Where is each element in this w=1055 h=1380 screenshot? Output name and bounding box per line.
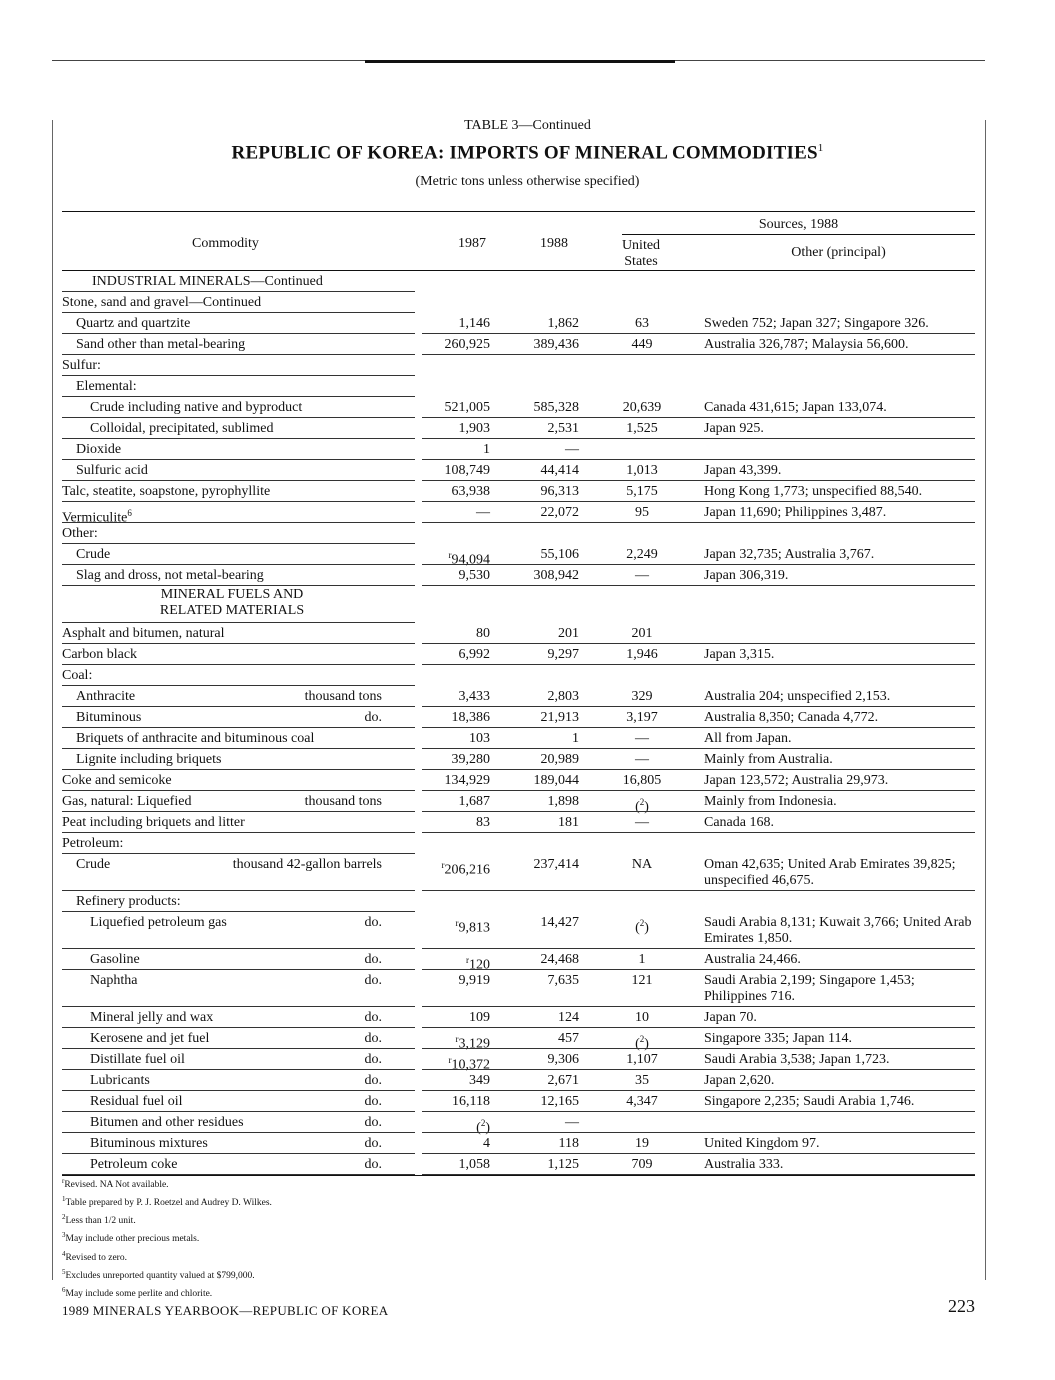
table-row	[62, 481, 975, 502]
commodity-name: Coal:	[62, 668, 93, 683]
value-1987: 1	[483, 442, 490, 457]
commodity-name: Lubricants	[90, 1073, 150, 1088]
footnote: $^5$Excludes unreported quantity valued at $799,000.	[62, 1267, 255, 1281]
value-other-sources: Australia 24,466.	[704, 952, 801, 967]
revised-marker: r	[448, 550, 452, 560]
footnote: $^2$Less than 1/2 unit.	[62, 1213, 136, 1227]
table-row	[62, 1091, 975, 1112]
imports-table	[62, 211, 975, 1176]
value-united-states: —	[635, 568, 649, 583]
table-row	[62, 376, 975, 397]
table-number: TABLE 3—Continued	[464, 118, 591, 133]
commodity-name: Sand other than metal-bearing	[76, 337, 246, 352]
value-united-states: 1,525	[626, 421, 658, 436]
value-united-states: 2,249	[626, 547, 658, 562]
value-united-states: 5,175	[626, 484, 658, 499]
row-rule	[704, 1174, 975, 1175]
commodity-name: Briquets of anthracite and bituminous coal	[76, 731, 315, 746]
col-header-sources: Sources, 1988	[758, 217, 839, 232]
page-number: 223	[948, 1296, 975, 1316]
value-1988: 96,313	[540, 484, 579, 499]
footnote-marker: 3	[62, 1231, 66, 1240]
value-1988: 24,468	[540, 952, 579, 967]
value-1987: ($^2$)	[476, 1118, 490, 1136]
unit-label: do.	[364, 952, 382, 967]
footnote: $^r$Revised. NA Not available.	[62, 1177, 169, 1191]
value-1988: 389,436	[533, 337, 579, 352]
commodity-name: Kerosene and jet fuel	[90, 1031, 210, 1046]
revised-marker: r	[455, 918, 459, 928]
footnote-ref: 6	[127, 508, 132, 518]
value-1988: 22,072	[540, 505, 579, 520]
table-subtitle: (Metric tons unless otherwise specified)	[415, 174, 640, 189]
unit-label: thousand 42-gallon barrels	[232, 857, 382, 872]
revised-marker: r	[466, 955, 469, 965]
revised-marker: r	[441, 860, 445, 870]
table-row	[62, 439, 975, 460]
table-row	[62, 665, 975, 686]
footnote-ref: 2	[639, 1034, 645, 1044]
commodity-name: Slag and dross, not metal-bearing	[76, 568, 264, 583]
value-united-states: 16,805	[622, 773, 662, 788]
value-other-sources: Canada 431,615; Japan 133,074.	[704, 400, 887, 415]
unit-label: do.	[364, 1031, 382, 1046]
value-other-sources: Japan 3,315.	[704, 647, 775, 662]
value-united-states: —	[635, 752, 649, 767]
commodity-name: Refinery products:	[76, 894, 181, 909]
table-row	[62, 502, 975, 526]
value-1988: 7,635	[547, 973, 579, 988]
value-1988: 2,803	[547, 689, 579, 704]
value-united-states: ($^2$)	[635, 918, 649, 936]
commodity-name: Gas, natural: Liquefied	[62, 794, 192, 809]
commodity-name: Petroleum coke	[90, 1157, 178, 1172]
table-row	[62, 565, 975, 586]
unit-label: do.	[364, 1010, 382, 1025]
value-1987: 260,925	[444, 337, 490, 352]
commodity-name: Crude	[76, 547, 111, 562]
value-1987: 39,280	[451, 752, 490, 767]
commodity-name: Lignite including briquets	[76, 752, 222, 767]
value-1987: 63,938	[451, 484, 490, 499]
value-1987: $^r$206,216	[441, 860, 490, 878]
value-other-sources: Hong Kong 1,773; unspecified 88,540.	[704, 484, 923, 499]
value-other-sources: Singapore 335; Japan 114.	[704, 1031, 853, 1046]
commodity-name: Bituminous mixtures	[90, 1136, 208, 1151]
value-other-sources: Australia 8,350; Canada 4,772.	[704, 710, 879, 725]
commodity-name: Sulfuric acid	[76, 463, 148, 478]
value-other-sources: Japan 11,690; Philippines 3,487.	[704, 505, 887, 520]
table-row	[62, 833, 975, 854]
value-1987: 109	[469, 1010, 490, 1025]
left-margin-rule	[52, 120, 53, 1280]
value-united-states: 35	[635, 1073, 649, 1088]
value-1987: 4	[483, 1136, 490, 1151]
value-united-states: 1,107	[626, 1052, 658, 1067]
value-1988: 1	[572, 731, 579, 746]
value-1987: $^r$9,813	[455, 918, 490, 936]
value-other-sources: Canada 168.	[704, 815, 774, 830]
value-1987: 103	[469, 731, 490, 746]
commodity-name: Other:	[62, 526, 98, 541]
value-1988: 21,913	[540, 710, 579, 725]
unit-label: thousand tons	[304, 794, 382, 809]
table-row	[62, 707, 975, 728]
value-1988: 44,414	[540, 463, 579, 478]
value-united-states: 201	[631, 626, 653, 641]
value-1987: 9,919	[458, 973, 490, 988]
value-1987: 16,118	[452, 1094, 490, 1109]
value-united-states: 121	[631, 973, 653, 988]
col-header-1988: 1988	[540, 236, 568, 251]
value-other-sources: Australia 333.	[704, 1157, 784, 1172]
value-1988: 1,125	[547, 1157, 579, 1172]
commodity-name: Peat including briquets and litter	[62, 815, 245, 830]
value-1987: 1,058	[458, 1157, 490, 1172]
table-row	[62, 749, 975, 770]
value-1988: 20,989	[540, 752, 579, 767]
commodity-name: Petroleum:	[62, 836, 124, 851]
value-other-sources: All from Japan.	[704, 731, 792, 746]
value-united-states: ($^2$)	[635, 797, 649, 815]
table-row	[62, 523, 975, 544]
unit-label: do.	[364, 710, 382, 725]
table-row	[62, 1049, 975, 1073]
table-row	[62, 460, 975, 481]
value-1988: 201	[558, 626, 579, 641]
value-united-states: 1,946	[626, 647, 658, 662]
commodity-name: Vermiculite$^6$	[62, 508, 132, 526]
value-other-sources: Japan 306,319.	[704, 568, 789, 583]
value-other-sources: United Kingdom 97.	[704, 1136, 820, 1151]
value-1987: $^r$3,129	[455, 1034, 490, 1052]
commodity-name: Residual fuel oil	[90, 1094, 183, 1109]
table-row	[62, 1112, 975, 1136]
value-1988: 9,306	[547, 1052, 579, 1067]
value-other-sources: Japan 70.	[704, 1010, 757, 1025]
commodity-name: Stone, sand and gravel—Continued	[62, 295, 262, 310]
value-united-states: 709	[631, 1157, 653, 1172]
value-1987: 108,749	[444, 463, 490, 478]
footnote-marker: r	[62, 1177, 65, 1185]
value-1988: 14,427	[540, 915, 579, 930]
value-1987: 1,687	[458, 794, 490, 809]
row-rule	[422, 1174, 704, 1175]
commodity-name: Talc, steatite, soapstone, pyrophyllite	[62, 484, 271, 499]
value-1988: 457	[558, 1031, 579, 1046]
value-united-states: 449	[631, 337, 653, 352]
value-other-sources: Mainly from Australia.	[704, 752, 833, 767]
table-row	[62, 544, 975, 568]
table-row	[62, 292, 975, 313]
commodity-name: Colloidal, precipitated, sublimed	[90, 421, 274, 436]
table-row	[62, 623, 975, 644]
commodity-name: Elemental:	[76, 379, 137, 394]
value-other-sources: Oman 42,635; United Arab Emirates 39,825; unspecified 46,675.	[704, 857, 956, 888]
table-row	[62, 586, 975, 623]
commodity-name: Carbon black	[62, 647, 138, 662]
value-1988: 1,862	[547, 316, 579, 331]
value-1988: 181	[558, 815, 579, 830]
value-1987: $^r$10,372	[448, 1055, 490, 1073]
value-other-sources: Japan 123,572; Australia 29,973.	[704, 773, 889, 788]
value-united-states: NA	[631, 857, 653, 872]
unit-label: do.	[364, 1115, 382, 1130]
value-1988: 1,898	[547, 794, 579, 809]
table-row	[62, 686, 975, 707]
value-1987: 1,903	[458, 421, 490, 436]
value-united-states: ($^2$)	[635, 1034, 649, 1052]
value-other-sources: Japan 32,735; Australia 3,767.	[704, 547, 875, 562]
footnote-ref: 2	[639, 918, 645, 928]
col-header-1987: 1987	[458, 236, 486, 251]
value-1988: 55,106	[540, 547, 579, 562]
value-1987: 349	[469, 1073, 490, 1088]
unit-label: do.	[364, 1073, 382, 1088]
value-1987: 18,386	[451, 710, 490, 725]
value-united-states: 3,197	[626, 710, 658, 725]
footnotes	[62, 1174, 272, 1301]
table-row	[62, 728, 975, 749]
footnote-ref: 2	[639, 797, 645, 807]
table-row	[62, 1007, 975, 1028]
commodity-name: Bituminous	[76, 710, 142, 725]
value-other-sources: Singapore 2,235; Saudi Arabia 1,746.	[704, 1094, 915, 1109]
value-1988: 585,328	[533, 400, 579, 415]
unit-label: do.	[364, 1136, 382, 1151]
value-1988: 118	[558, 1136, 579, 1151]
value-other-sources: Saudi Arabia 8,131; Kuwait 3,766; United Arab Emirates 1,850.	[704, 915, 972, 946]
unit-label: do.	[364, 973, 382, 988]
table-row	[62, 949, 975, 973]
footnote: $^4$Revised to zero.	[62, 1249, 127, 1263]
value-1988: 124	[558, 1010, 579, 1025]
table-body	[62, 271, 975, 1175]
table-row	[62, 1154, 975, 1175]
value-other-sources: Australia 204; unspecified 2,153.	[704, 689, 891, 704]
value-other-sources: Sweden 752; Japan 327; Singapore 326.	[704, 316, 929, 331]
footnote: $^3$May include other precious metals.	[62, 1231, 200, 1245]
table-row	[62, 313, 975, 334]
value-united-states: 20,639	[622, 400, 662, 415]
revised-marker: r	[455, 1034, 459, 1044]
value-united-states: 10	[635, 1010, 649, 1025]
table-title	[0, 142, 1055, 164]
value-1988: 2,531	[547, 421, 579, 436]
table-row	[62, 812, 975, 833]
value-other-sources: Mainly from Indonesia.	[704, 794, 837, 809]
commodity-name: Crude	[76, 857, 111, 872]
revised-marker: r	[448, 1055, 452, 1065]
table-row	[62, 1028, 975, 1052]
table-row	[62, 912, 975, 949]
commodity-name: Coke and semicoke	[62, 773, 172, 788]
table-row	[62, 791, 975, 815]
value-1988: 237,414	[533, 857, 579, 872]
unit-label: do.	[364, 1052, 382, 1067]
footnote: $^1$Table prepared by P. J. Roetzel and Audrey D. Wilkes.	[62, 1195, 272, 1209]
table-row	[62, 418, 975, 439]
value-1987: 80	[476, 626, 490, 641]
value-other-sources: Saudi Arabia 2,199; Singapore 1,453; Philippines 716.	[704, 973, 915, 1004]
unit-label: do.	[364, 1157, 382, 1172]
value-1987: 3,433	[458, 689, 490, 704]
table-row	[62, 1070, 975, 1091]
value-1988: 308,942	[533, 568, 579, 583]
table-title-footnote: 1	[817, 142, 824, 154]
commodity-name: Dioxide	[76, 442, 122, 457]
commodity-name: Sulfur:	[62, 358, 101, 373]
value-united-states: 19	[635, 1136, 649, 1151]
commodity-name: Asphalt and bitumen, natural	[62, 626, 225, 641]
value-other-sources: Saudi Arabia 3,538; Japan 1,723.	[704, 1052, 890, 1067]
table-row	[62, 397, 975, 418]
value-1988: 9,297	[547, 647, 579, 662]
value-1987: 6,992	[458, 647, 490, 662]
value-1988: 2,671	[547, 1073, 579, 1088]
table-row	[62, 271, 975, 292]
commodity-name: Crude including native and byproduct	[90, 400, 303, 415]
footnote-marker: 5	[62, 1267, 66, 1276]
table-row	[62, 891, 975, 912]
value-1988: 12,165	[540, 1094, 579, 1109]
commodity-name: Bitumen and other residues	[90, 1115, 244, 1130]
commodity-name: Liquefied petroleum gas	[90, 915, 227, 930]
footnote-marker: 2	[62, 1213, 66, 1222]
value-1987: —	[476, 505, 490, 520]
commodity-name: Mineral jelly and wax	[90, 1010, 214, 1025]
commodity-name: Quartz and quartzite	[76, 316, 191, 331]
value-united-states: 329	[631, 689, 653, 704]
sources-header-rule	[622, 234, 975, 235]
value-1987: $^r$120	[466, 955, 490, 973]
col-header-commodity: Commodity	[192, 236, 259, 251]
value-united-states: —	[635, 731, 649, 746]
top-rule-accent	[365, 60, 675, 63]
table-row	[62, 770, 975, 791]
value-1987: $^r$94,094	[448, 550, 490, 568]
value-united-states: 63	[635, 316, 649, 331]
unit-label: thousand tons	[304, 689, 382, 704]
table-row	[62, 644, 975, 665]
commodity-name: Naphtha	[90, 973, 138, 988]
value-1987: 134,929	[444, 773, 490, 788]
table-row	[62, 854, 975, 891]
table-row	[62, 334, 975, 355]
commodity-name: Distillate fuel oil	[90, 1052, 185, 1067]
footnote-ref: 2	[480, 1118, 486, 1128]
value-united-states: 1	[638, 952, 646, 967]
table-title-text: REPUBLIC OF KOREA: IMPORTS OF MINERAL COMMODITIES	[231, 142, 818, 164]
value-1988: 189,044	[533, 773, 579, 788]
value-united-states: 4,347	[626, 1094, 658, 1109]
footnote: $^6$May include some perlite and chlorite.	[62, 1285, 213, 1300]
value-1987: 1,146	[458, 316, 490, 331]
table-row	[62, 355, 975, 376]
value-united-states: —	[635, 815, 649, 830]
value-united-states: 95	[635, 505, 649, 520]
value-1987: 83	[476, 815, 490, 830]
value-1988: —	[565, 1115, 579, 1130]
unit-label: do.	[364, 915, 382, 930]
col-header-united-states: United States	[621, 238, 661, 269]
right-margin-rule	[985, 120, 986, 1280]
footnote-marker: 4	[62, 1249, 66, 1258]
value-united-states: 1,013	[626, 463, 658, 478]
commodity-name: Gasoline	[90, 952, 140, 967]
value-1988: —	[565, 442, 579, 457]
table-header	[62, 211, 975, 271]
col-header-other: Other (principal)	[791, 245, 886, 260]
table-row	[62, 970, 975, 1007]
table-row	[62, 1133, 975, 1154]
footnote-marker: 1	[62, 1195, 66, 1204]
footnote-marker: 6	[62, 1285, 66, 1294]
unit-label: do.	[364, 1094, 382, 1109]
commodity-name: MINERAL FUELS AND RELATED MATERIALS	[159, 587, 305, 618]
commodity-name: INDUSTRIAL MINERALS—Continued	[92, 274, 323, 289]
value-other-sources: Japan 925.	[704, 421, 764, 436]
value-other-sources: Japan 2,620.	[704, 1073, 775, 1088]
value-1987: 9,530	[458, 568, 490, 583]
commodity-name: Anthracite	[76, 689, 136, 704]
running-footer: 1989 MINERALS YEARBOOK—REPUBLIC OF KOREA	[62, 1303, 389, 1318]
value-1987: 521,005	[444, 400, 490, 415]
value-other-sources: Australia 326,787; Malaysia 56,600.	[704, 337, 909, 352]
value-other-sources: Japan 43,399.	[704, 463, 782, 478]
